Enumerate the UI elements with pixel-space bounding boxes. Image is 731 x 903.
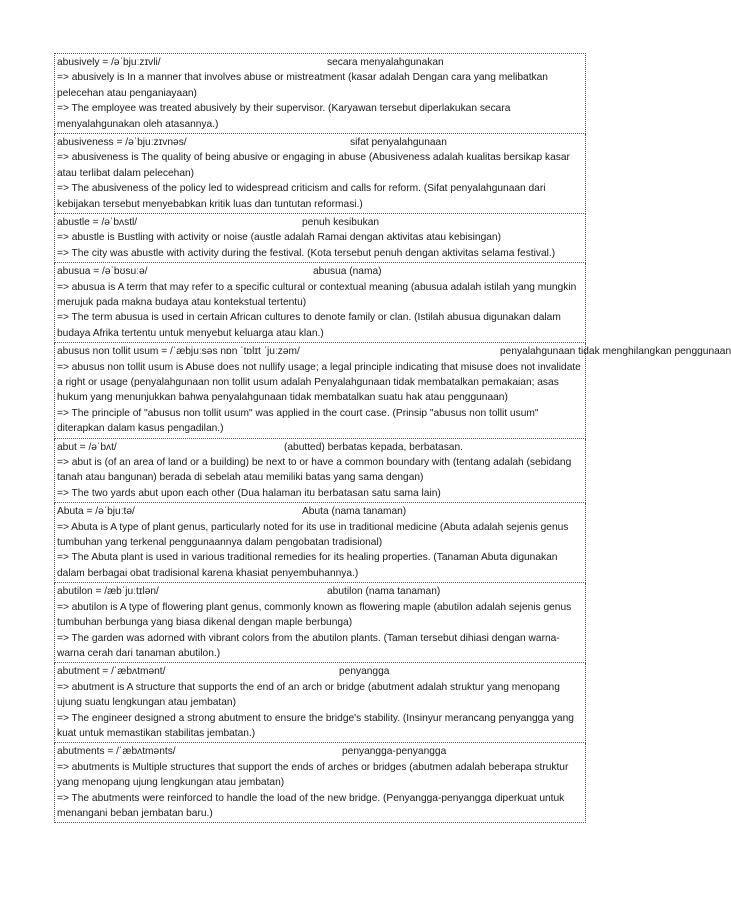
- dictionary-page: [54, 53, 731, 823]
- entry-term: abutments = /ˈæbʌtmənts/: [57, 746, 176, 758]
- entry-term: abustle = /əˈbʌstl/: [57, 217, 138, 229]
- entry-translation: abutilon (nama tanaman): [327, 586, 441, 598]
- entry-headline: [57, 744, 583, 759]
- entry-translation: Abuta (nama tanaman): [302, 506, 407, 518]
- entry-definition: => abutilon is A type of flowering plant genus, commonly known as flowering maple (abutilon adalah sejenis genus tumbuhan berbunga yang biasa dikenal dengan maple berbunga): [57, 601, 572, 629]
- dictionary-entry: [54, 663, 586, 743]
- dictionary-entry: [54, 439, 586, 504]
- entry-term: abut = /əˈbʌt/: [57, 441, 117, 453]
- entry-headline: [57, 215, 583, 230]
- entry-example: => The abutments were reinforced to handle the load of the new bridge. (Penyangga-penyangga diperkuat untuk menangani beban jembatan baru.): [57, 792, 565, 819]
- entry-definition: => abutment is A structure that supports the end of an arch or bridge (abutment adalah struktur yang menopang ujung suatu lengkungan atau jembatan): [57, 681, 560, 709]
- entry-headline: [57, 135, 583, 150]
- entry-definition: => abusua is A term that may refer to a specific cultural or contextual meaning (abusua adalah istilah yang mungkin merujuk pada makna budaya atau kontekstual tertentu): [57, 281, 577, 309]
- dictionary-entry: [54, 263, 586, 343]
- entry-headline: [57, 55, 583, 70]
- dictionary-entry: [54, 343, 731, 438]
- entry-headline: [57, 344, 731, 359]
- entry-definition: => abusiveness is The quality of being abusive or engaging in abuse (Abusiveness adalah kualitas bersikap kasar atau terlibat dalam pelecehan): [57, 152, 570, 179]
- entry-example: => The garden was adorned with vibrant colors from the abutilon plants. (Taman tersebut dihiasi dengan warna-warna cerah dari tanaman abutilon.): [57, 632, 560, 659]
- entry-headline: [57, 440, 583, 455]
- entry-term: abusus non tollit usum = /ˈæbjuːsəs nɒn ˈtɒlɪt ˈjuːzəm/: [57, 346, 300, 358]
- entry-translation: penyangga: [339, 666, 390, 678]
- entry-translation: penuh kesibukan: [302, 217, 380, 229]
- entry-definition: => abut is (of an area of land or a building) be next to or have a common boundary with (tentang adalah (sebidang tanah atau bangunan) berada di sebelah atau memiliki batas yang sama dengan): [57, 457, 572, 484]
- entry-translation: penyalahgunaan tidak menghilangkan penggunaan: [500, 346, 731, 358]
- entry-headline: [57, 584, 583, 599]
- entry-translation: sifat penyalahgunaan: [350, 137, 447, 149]
- entry-example: => The abusiveness of the policy led to widespread criticism and calls for reform. (Sifat penyalahgunaan dari kebijakan tersebut menyebabkan kritik luas dan tuntutan reformasi.): [57, 183, 546, 210]
- entry-headline: [57, 664, 583, 679]
- dictionary-entry: [54, 503, 586, 583]
- dictionary-entry: [54, 134, 586, 214]
- entry-example: => The city was abustle with activity during the festival. (Kota tersebut penuh dengan aktivitas selama festival.): [57, 247, 556, 259]
- entry-term: abusiveness = /əˈbjuːzɪvnəs/: [57, 137, 187, 149]
- entry-example: => The employee was treated abusively by their supervisor. (Karyawan tersebut diperlakukan secara menyalahgunakan oleh atasannya.): [57, 103, 511, 130]
- entry-term: abusively = /əˈbjuːzɪvli/: [57, 57, 161, 68]
- entry-term: abutilon = /æbˈjuːtɪlən/: [57, 586, 159, 598]
- entry-translation: (abutted) berbatas kepada, berbatasan.: [284, 441, 463, 453]
- entry-definition: => abustle is Bustling with activity or noise (austle adalah Ramai dengan aktivitas atau kebisingan): [57, 232, 501, 244]
- entry-headline: [57, 264, 583, 279]
- dictionary-entry: [54, 743, 586, 823]
- entry-term: Abuta = /əˈbjuːtə/: [57, 506, 135, 518]
- entry-term: abusua = /əˈbʊsuːə/: [57, 266, 148, 278]
- entry-example: => The Abuta plant is used in various traditional remedies for its healing properties. (Tanaman Abuta digunakan dalam berbagai obat tradisional karena khasiat penyembuhannya.): [57, 552, 558, 579]
- entry-example: => The term abusua is used in certain African cultures to denote family or clan. (Istilah abusua digunakan dalam budaya Afrika tertentu untuk menyebut keluarga atau klan.): [57, 312, 561, 339]
- dictionary-entry: [54, 214, 586, 263]
- entry-translation: penyangga-penyangga: [342, 746, 447, 758]
- entry-definition: => abutments is Multiple structures that support the ends of arches or bridges (abutmen adalah beberapa struktur yang menopang ujung lengkungan atau jembatan): [57, 761, 569, 789]
- entry-definition: => Abuta is A type of plant genus, particularly noted for its use in traditional medicine (Abuta adalah sejenis genus tumbuhan yang terkenal penggunaannya dalam pengobatan tradisional): [57, 521, 569, 549]
- entry-term: abutment = /ˈæbʌtmənt/: [57, 666, 166, 678]
- entry-definition: => abusus non tollit usum is Abuse does not nullify usage; a legal principle indicating that misuse does not invalidate a right or usage (penyalahgunaan non tollit usum adalah Penyalahgunaan tidak membatalkan pemakaian; asas hukum yang menunjukkan bahwa penyalahgunaan tidak membatalkan suatu hak atau penggunaan): [57, 361, 581, 404]
- entry-example: => The principle of "abusus non tollit usum" was applied in the court case. (Prinsip "abusus non tollit usum" diterapkan dalam kasus pengadilan.): [57, 407, 539, 435]
- entry-definition: => abusively is In a manner that involves abuse or mistreatment (kasar adalah Dengan cara yang melibatkan pelecehan atau penganiayaan): [57, 72, 548, 99]
- entry-translation: abusua (nama): [313, 266, 382, 278]
- entry-translation: secara menyalahgunakan: [327, 57, 444, 68]
- dictionary-entry: [54, 53, 586, 134]
- entry-headline: [57, 504, 583, 519]
- entry-example: => The engineer designed a strong abutment to ensure the bridge's stability. (Insinyur merancang penyangga yang kuat untuk memastikan stabilitas jembatan.): [57, 712, 574, 739]
- entry-example: => The two yards abut upon each other (Dua halaman itu berbatasan satu sama lain): [57, 487, 441, 499]
- dictionary-entry: [54, 583, 586, 663]
